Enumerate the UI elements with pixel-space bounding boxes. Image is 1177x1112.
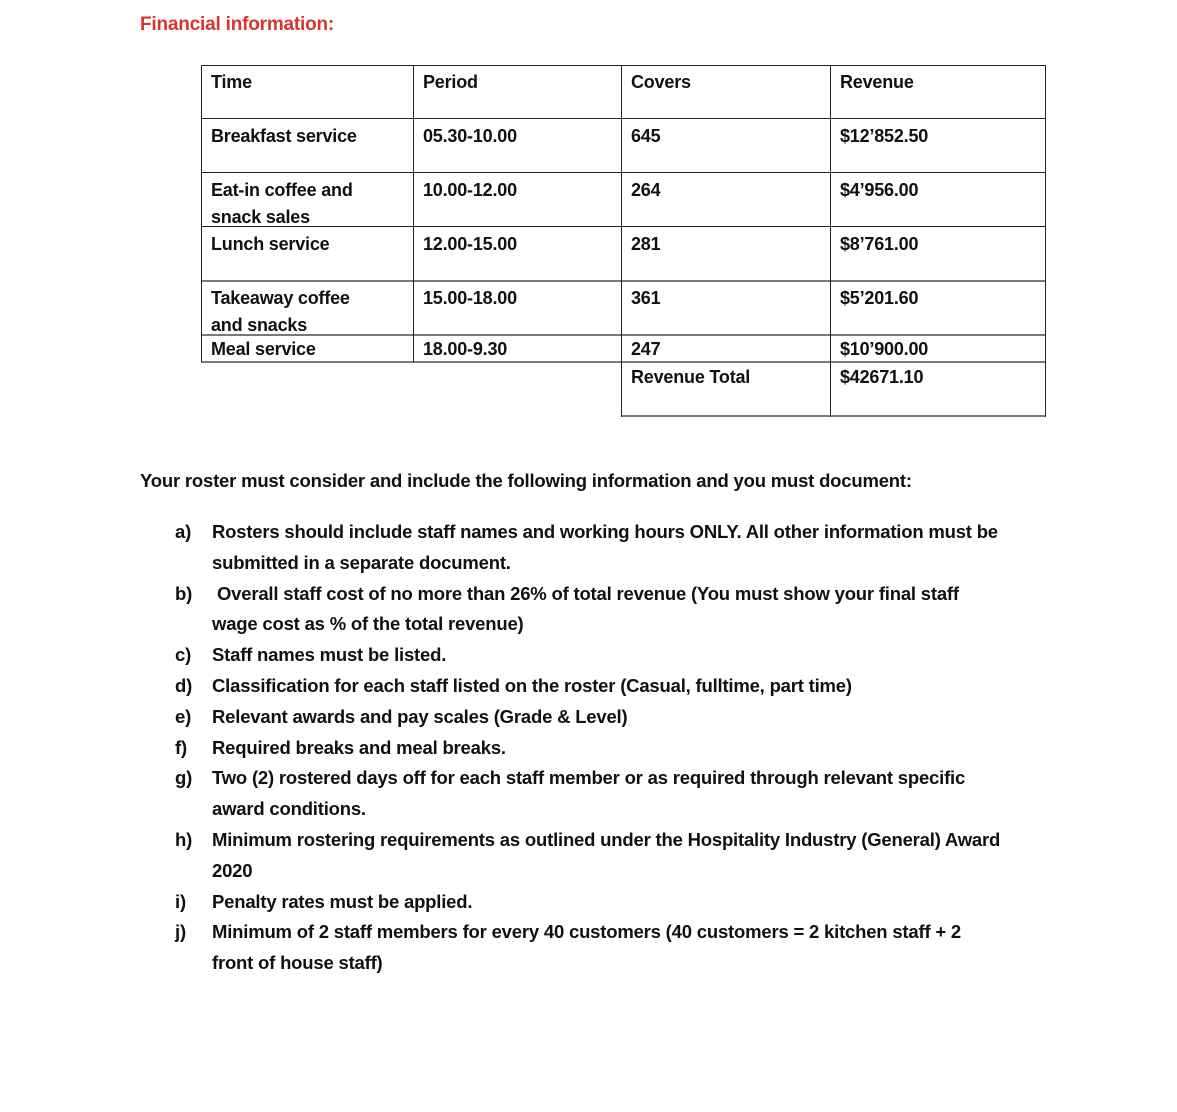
cell-period: 15.00-18.00 [423,288,517,308]
requirement-item [175,517,1005,579]
requirement-item [175,917,1005,979]
cell-time: Breakfast service [211,126,357,146]
cell-period: 10.00-12.00 [423,180,517,200]
header-revenue: Revenue [840,72,914,92]
cell-time: Takeaway coffee and snacks [211,288,350,335]
cell-revenue: $4’956.00 [840,180,919,200]
cell-revenue: $12’852.50 [840,126,929,146]
requirement-text: Two (2) rostered days off for each staff member or as required through relevant specific award conditions. [212,767,966,820]
section-title: Financial information: [140,14,335,35]
requirement-text: Staff names must be listed. [212,644,447,666]
header-covers: Covers [631,72,691,92]
cell-covers: 645 [631,126,661,146]
header-period: Period [423,72,478,92]
requirements-list [175,517,1005,979]
cell-covers: 264 [631,180,661,200]
revenue-total-value: $42671.10 [840,367,924,387]
requirement-item [175,640,1005,671]
requirement-text: Minimum of 2 staff members for every 40 customers (40 customers = 2 kitchen staff + 2 front of house staff) [212,921,961,974]
requirement-item [175,733,1005,764]
cell-covers: 281 [631,234,661,254]
table-border-bottom [621,415,1046,417]
requirement-text: Rosters should include staff names and working hours ONLY. All other information must be submitted in a separate document. [212,521,998,573]
cell-time: Meal service [211,339,316,359]
requirement-item [175,702,1005,733]
cell-time: Lunch service [211,234,330,254]
list-marker: c) [175,644,192,666]
requirement-item [175,763,1005,825]
list-marker: i) [175,890,186,912]
cell-period: 12.00-15.00 [423,234,517,254]
table-border-right [1045,65,1046,417]
header-time: Time [211,72,252,92]
roster-heading: Your roster must consider and include the following information and you must document: [140,470,912,491]
list-marker: f) [175,736,187,758]
requirement-text: Penalty rates must be applied. [212,890,473,912]
requirement-item [175,887,1005,918]
requirement-text: Relevant awards and pay scales (Grade & Level) [212,705,628,727]
list-marker: b) [175,582,193,604]
requirement-item [175,825,1005,887]
cell-period: 18.00-9.30 [423,339,508,359]
requirement-text: Classification for each staff listed on the roster (Casual, fulltime, part time) [212,674,852,696]
requirement-text: Minimum rostering requirements as outlined under the Hospitality Industry (General) Award 2020 [212,828,1001,881]
cell-revenue: $5’201.60 [840,288,919,308]
requirement-item [175,671,1005,702]
requirement-item [175,579,1005,641]
table-col-divider [413,65,414,362]
list-marker: e) [175,705,192,727]
list-marker: a) [175,521,192,542]
financial-table [201,65,1046,417]
revenue-total-label: Revenue Total [631,367,751,387]
cell-period: 05.30-10.00 [423,126,517,146]
list-marker: h) [175,828,193,850]
list-marker: d) [175,674,193,696]
requirement-text: Required breaks and meal breaks. [212,736,506,758]
requirement-text: Overall staff cost of no more than 26% of total revenue (You must show your final staff wage cost as % of the total revenue) [212,582,964,635]
cell-time: Eat-in coffee and snack sales [211,180,353,227]
cell-revenue: $8’761.00 [840,234,919,254]
cell-covers: 361 [631,288,661,308]
list-marker: g) [175,767,193,789]
cell-revenue: $10’900.00 [840,339,929,359]
cell-covers: 247 [631,339,661,359]
list-marker: j) [175,921,186,943]
